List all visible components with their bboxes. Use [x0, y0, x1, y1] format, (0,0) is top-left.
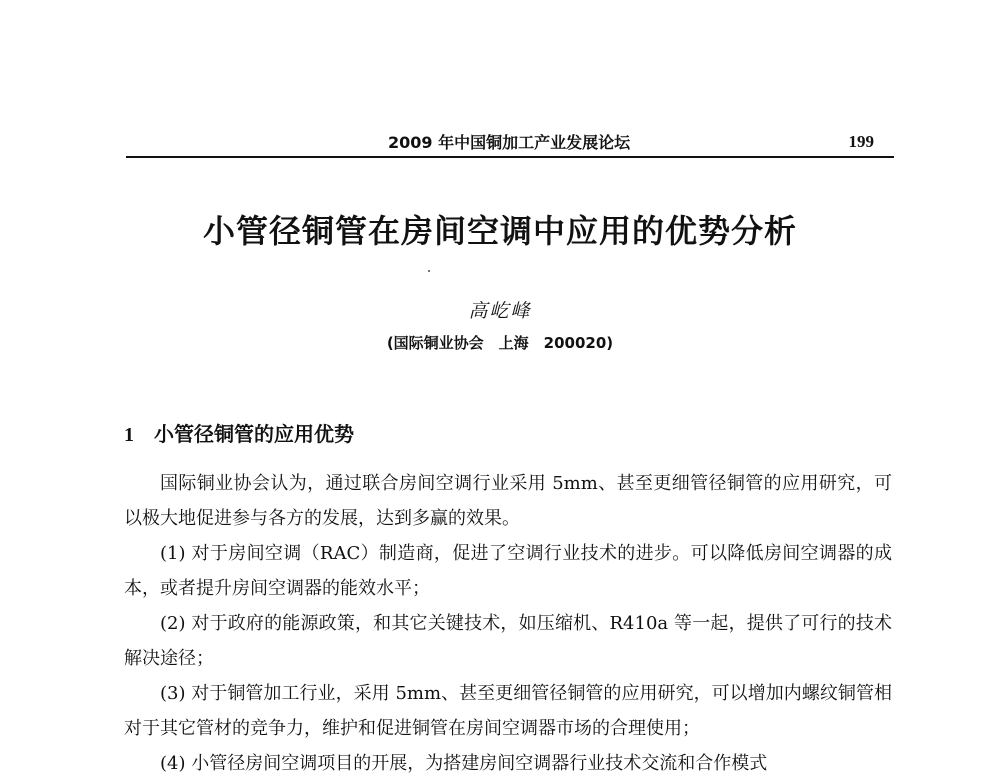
body-text [124, 466, 892, 781]
body-paragraph: (4) 小管径房间空调项目的开展，为搭建房间空调器行业技术交流和合作模式 [160, 753, 768, 774]
body-paragraph: 国际铜业协会认为，通过联合房间空调行业采用 5mm、甚至更细管径铜管的应用研究，可以极大地促进参与各方的发展，达到多赢的效果。 [124, 473, 892, 529]
body-paragraph: (2) 对于政府的能源政策，和其它关键技术，如压缩机、R410a 等一起，提供了可行的技术解决途径； [124, 613, 892, 669]
header-title: 2009 年中国铜加工产业发展论坛 [388, 133, 631, 152]
article-affiliation: (国际铜业协会 上海 200020) [386, 334, 614, 352]
article-title: 小管径铜管在房间空调中应用的优势分析 [202, 212, 797, 250]
article-author: 高屹峰 [468, 300, 532, 322]
running-header [126, 128, 894, 158]
body-paragraph: (1) 对于房间空调（RAC）制造商，促进了空调行业技术的进步。可以降低房间空调器的成本，或者提升房间空调器的能效水平； [124, 543, 892, 599]
section-number: 1 [124, 424, 134, 446]
body-paragraph: (3) 对于铜管加工行业，采用 5mm、甚至更细管径铜管的应用研究，可以增加内螺纹铜管相对于其它管材的竞争力，维护和促进铜管在房间空调器市场的合理使用； [124, 683, 892, 739]
page-number: 199 [848, 132, 874, 151]
section-heading [124, 418, 354, 447]
scan-speck [428, 270, 430, 272]
section-title: 小管径铜管的应用优势 [154, 422, 354, 446]
